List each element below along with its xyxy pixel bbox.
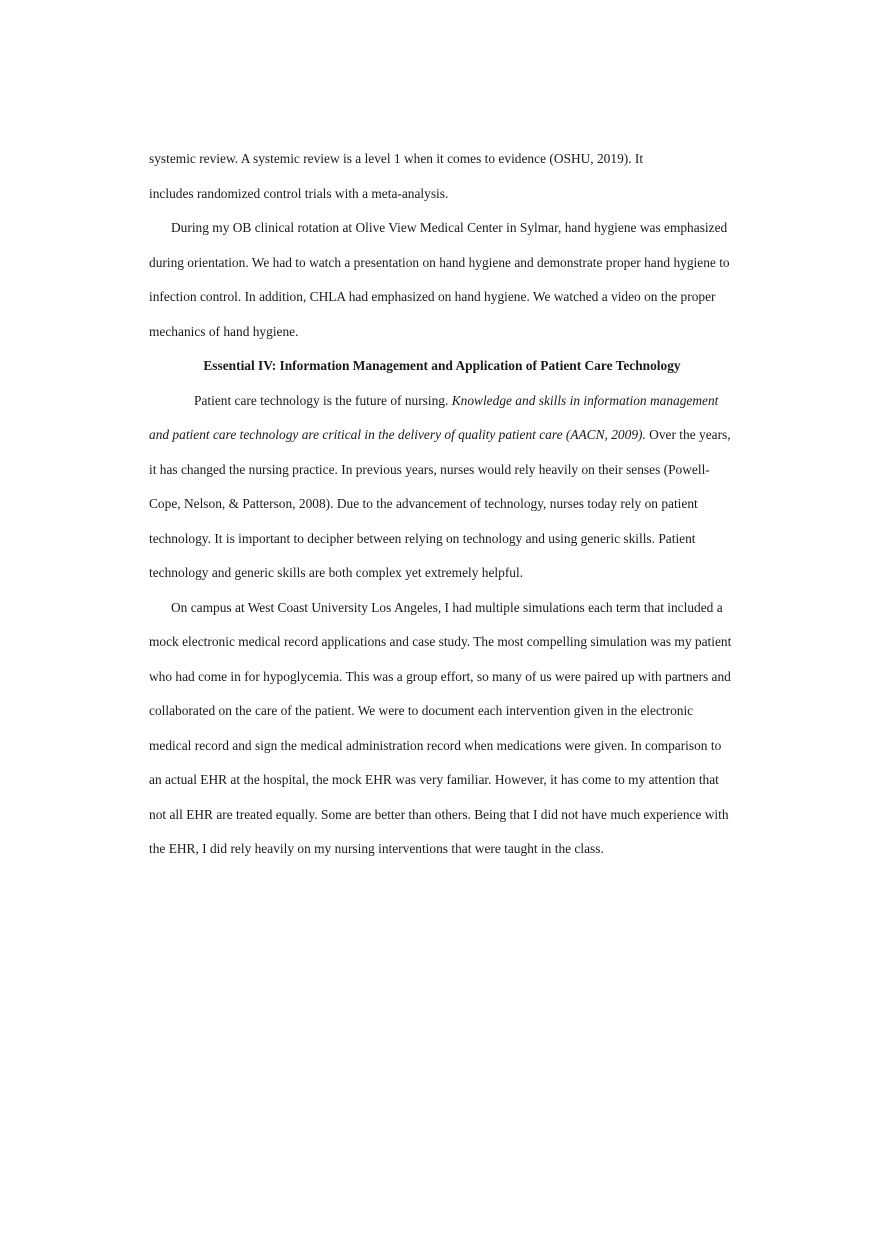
paragraph-line: includes randomized control trials with a meta-analysis.	[149, 185, 449, 201]
paragraph-patient-care-technology	[149, 384, 735, 591]
section-heading: Essential IV: Information Management and Application of Patient Care Technology	[203, 358, 681, 373]
paragraph-campus-simulation: On campus at West Coast University Los Angeles, I had multiple simulations each term that included a mock electronic medical record applications and case study. The most compelling simulation was my patient who had come in for hypoglycemia. This was a group effort, so many of us were paired up with partners and collaborated on the care of the patient. We were to document each intervention given in the electronic medical record and sign the medical administration record when medications were given. In comparison to an actual EHR at the hospital, the mock EHR was very familiar. However, it has come to my attention that not all EHR are treated equally. Some are better than others. Being that I did not have much experience with the EHR, I did rely heavily on my nursing interventions that were taught in the class.	[149, 599, 732, 856]
paragraph-line: systemic review. A systemic review is a level 1 when it comes to evidence (OSHU, 2019). It	[149, 151, 644, 166]
paragraph-lead-text: Patient care technology is the future of nursing.	[194, 392, 452, 408]
document-body	[149, 142, 735, 867]
italic-citation-text: Knowledge and skills in information management and patient care technology are critical in the delivery of quality patient care (AACN, 2009).	[149, 392, 719, 442]
paragraph-continuation	[149, 142, 735, 211]
paragraph-ob-rotation: During my OB clinical rotation at Olive View Medical Center in Sylmar, hand hygiene was emphasized during orientation. We had to watch a presentation on hand hygiene and demonstrate proper hand hygiene to infection control. In addition, CHLA had emphasized on hand hygiene. We watched a video on the proper mechanics of hand hygiene.	[149, 220, 730, 339]
paragraph-body-text: Over the years, it has changed the nursing practice. In previous years, nurses would rely heavily on their senses (Powell-Cope, Nelson, & Patterson, 2008). Due to the advancement of technology, nurses today rely on patient technology. It is important to decipher between relying on technology and using generic skills. Patient technology and generic skills are both complex yet extremely helpful.	[149, 427, 731, 580]
